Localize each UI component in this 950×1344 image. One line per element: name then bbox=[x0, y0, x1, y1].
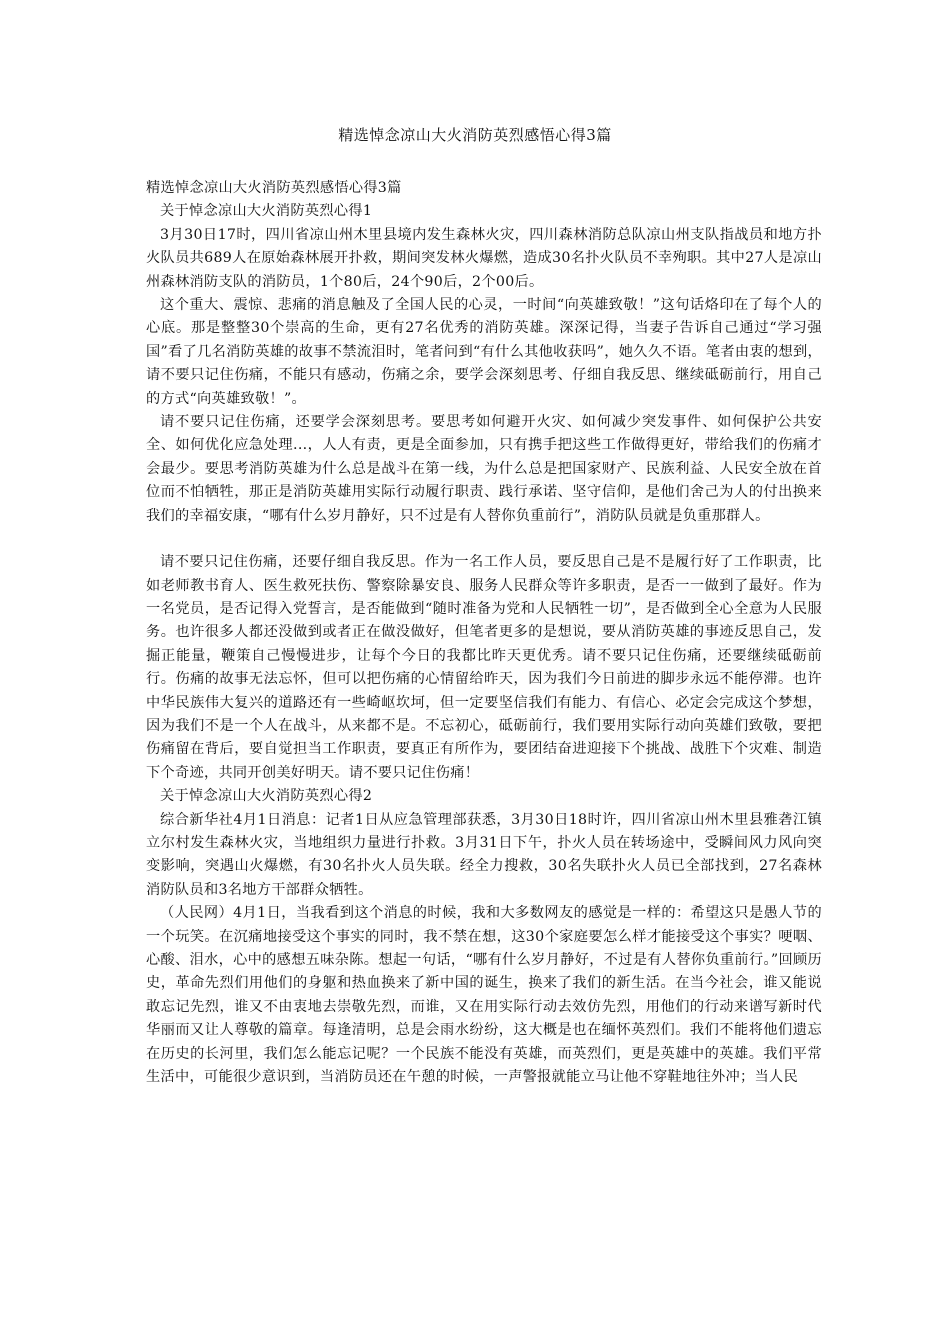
paragraph: 这个重大、震惊、悲痛的消息触及了全国人民的心灵，一时间“向英雄致敬！”这句话烙印在了每个人的心底。那是整整30个崇高的生命，更有27名优秀的消防英雄。深深记得，当妻子告诉自己通过“学习强国”看了几名消防英雄的故事不禁流泪时，笔者问到“有什么其他收获吗”，她久久不语。笔者由衷的想到，请不要只记住伤痛，不能只有感动，伤痛之余，要学会深刻思考、仔细自我反思、继续砥砺前行，用自己的方式“向英雄致敬！”。 bbox=[146, 297, 822, 407]
blank-line bbox=[146, 528, 822, 551]
document-title: 精选悼念凉山大火消防英烈感悟心得3篇 bbox=[338, 126, 612, 144]
paragraph: 综合新华社4月1日消息：记者1日从应急管理部获悉，3月30日18时许，四川省凉山州木里县雅砻江镇立尔村发生森林火灾，当地组织力量进行扑救。3月31日下午，扑火人员在转场途中，受瞬间风力风向突变影响，突遇山火爆燃，有30名扑火人员失联。经全力搜救，30名失联扑火人员已全部找到，27名森林消防队员和3名地方干部群众牺牲。 bbox=[146, 811, 822, 898]
section-heading-1: 关于悼念凉山大火消防英烈心得1 bbox=[160, 203, 373, 220]
body-heading: 精选悼念凉山大火消防英烈感悟心得3篇 bbox=[146, 180, 402, 196]
paragraph: 3月30日17时，四川省凉山州木里县境内发生森林火灾，四川森林消防总队凉山州支队指战员和地方扑火队员共689人在原始森林展开扑救，期间突发林火爆燃，造成30名扑火队员不幸殉职。其中27人是凉山州森林消防支队的消防员，1个80后，24个90后，2个00后。 bbox=[146, 226, 822, 290]
paragraph: 请不要只记住伤痛，还要仔细自我反思。作为一名工作人员，要反思自己是不是履行好了工作职责，比如老师教书育人、医生救死扶伤、警察除暴安良、服务人民群众等许多职责，是否一一做到了最好。作为一名党员，是否记得入党誓言，是否能做到“随时准备为党和人民牺牲一切”，是否做到全心全意为人民服务。也许很多人都还没做到或者正在做没做好，但笔者更多的是想说，要从消防英雄的事迹反思自己，发掘正能量，鞭策自己慢慢进步，让每个今日的我都比昨天更优秀。请不要只记住伤痛，还要继续砥砺前行。伤痛的故事无法忘怀，但可以把伤痛的心情留给昨天，因为我们今日前进的脚步永远不能停滞。也许中华民族伟大复兴的道路还有一些崎岖坎坷，但一定要坚信我们有能力、有信心、必定会完成这个梦想，因为我们不是一个人在战斗，从来都不是。不忘初心，砥砺前行，我们要用实际行动向英雄们致敬，要把伤痛留在背后，要自觉担当工作职责，要真正有所作为，要团结奋进迎接下个挑战、战胜下个灾难、制造下个奇迹，共同开创美好明天。请不要只记住伤痛！ bbox=[146, 554, 822, 781]
paragraph: （人民网）4月1日，当我看到这个消息的时候，我和大多数网友的感觉是一样的：希望这只是愚人节的一个玩笑。在沉痛地接受这个事实的同时，我不禁在想，这30个家庭要怎么样才能接受这个事实？哽咽、心酸、泪水，心中的感想五味杂陈。想起一句话，“哪有什么岁月静好，不过是有人替你负重前行。”回顾历史，革命先烈们用他们的身躯和热血换来了新中国的诞生，换来了我们的新生活。在当今社会，谁又能说敢忘记先烈，谁又不由衷地去崇敬先烈，而谁，又在用实际行动去效仿先烈，用他们的行动来谱写新时代华丽而又让人尊敬的篇章。每逢清明，总是会雨水纷纷，这大概是也在缅怀英烈们。我们不能将他们遗忘在历史的长河里，我们怎么能忘记呢？一个民族不能没有英雄，而英烈们，更是英雄中的英雄。我们平常生活中，可能很少意识到，当消防员还在午憩的时候，一声警报就能立马让他不穿鞋地往外冲；当人民 bbox=[146, 905, 822, 1086]
paragraph: 请不要只记住伤痛，还要学会深刻思考。要思考如何避开火灾、如何减少突发事件、如何保护公共安全、如何优化应急处理...，人人有责，更是全面参加，只有携手把这些工作做得更好，带给我们的伤痛才会最少。要思考消防英雄为什么总是战斗在第一线，为什么总是把国家财产、民族利益、人民安全放在首位而不怕牺牲，那正是消防英雄用实际行动履行职责、践行承诺、坚守信仰，是他们舍己为人的付出换来我们的幸福安康，“哪有什么岁月静好，只不过是有人替你负重前行”，消防队员就是负重那群人。 bbox=[146, 414, 822, 524]
document-body bbox=[146, 177, 822, 1089]
section-heading-2: 关于悼念凉山大火消防英烈心得2 bbox=[160, 788, 373, 805]
